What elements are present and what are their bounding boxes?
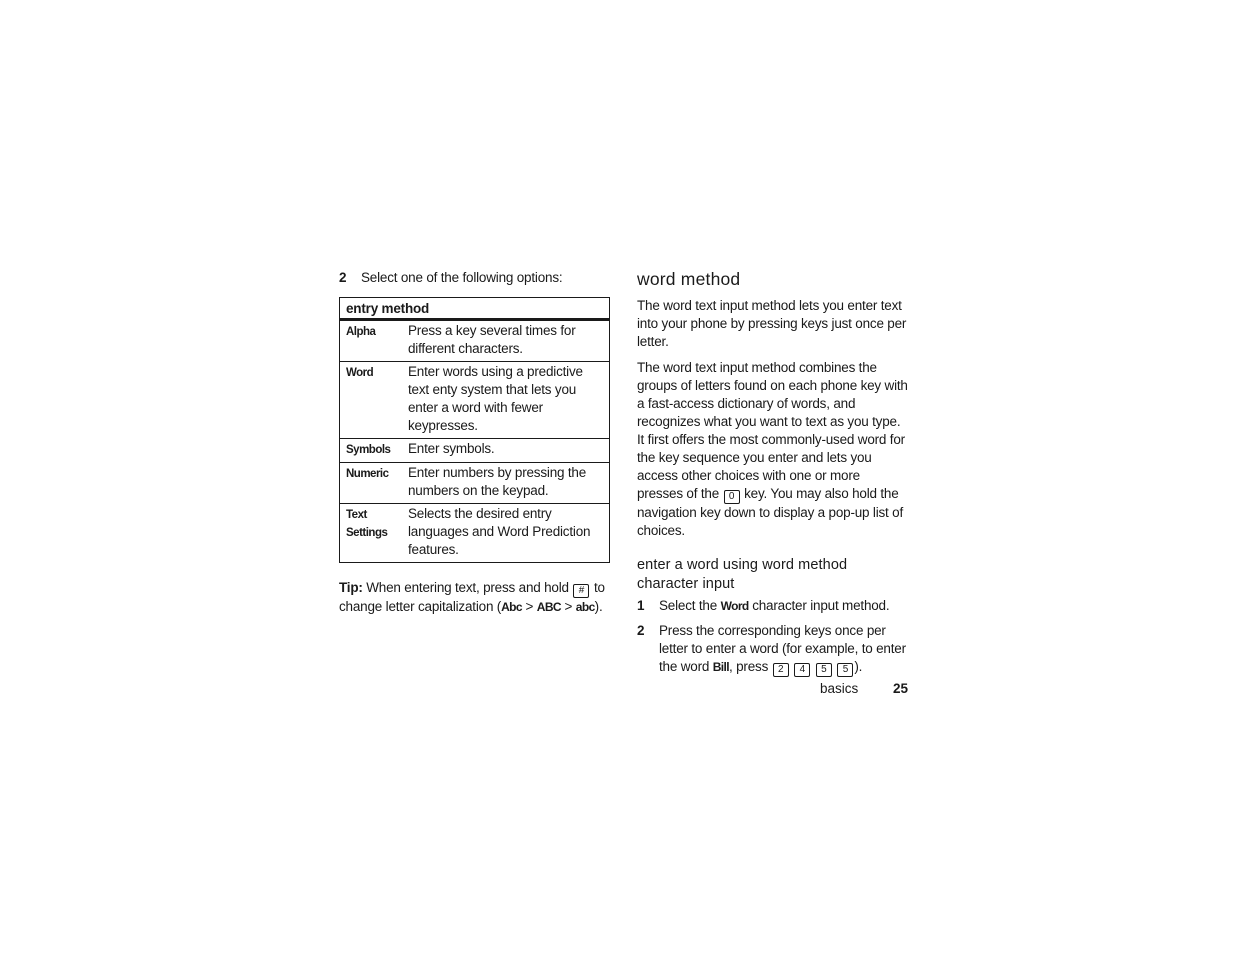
key-4-icon: 4 (794, 663, 810, 677)
step-text-part: character input method. (748, 598, 890, 613)
mode-abc-lower: abc (575, 600, 595, 614)
tip-text: to change letter capitalization ( (339, 580, 605, 614)
table-row (340, 362, 610, 439)
table-desc: Enter words using a predictive text enty system that lets you enter a word with fewer keypresses. (402, 362, 610, 439)
paragraph-text: The word text input method combines the groups of letters found on each phone key with a fast-access dictionary of words, and recognizes what you want to text as you type. It first offers the most commonly-used word for the key sequence you enter and lets you access other choices with one or more presses of the (637, 360, 908, 501)
table-desc: Enter numbers by pressing the numbers on the keypad. (402, 463, 610, 504)
step-number: 2 (339, 270, 347, 285)
table-term: Word (340, 362, 403, 439)
table-term: Symbols (340, 439, 403, 463)
table-header-row (340, 298, 610, 320)
list-item (637, 622, 909, 677)
subheading: enter a word using word method character input (637, 557, 848, 592)
table-term: Alpha (340, 320, 403, 362)
table-header: entry method (340, 298, 610, 320)
tip-separator: > (521, 599, 537, 614)
step-number: 2 (637, 623, 645, 638)
paragraph (637, 359, 909, 540)
tip-separator: > (560, 599, 576, 614)
left-column (339, 268, 611, 616)
table-term-line: Text (346, 509, 367, 521)
step-text: Select one of the following options: (361, 270, 563, 285)
example-word: Bill (712, 660, 730, 674)
table-term: Numeric (340, 463, 403, 504)
step-text-part: Select the (659, 598, 721, 613)
paragraph: The word text input method lets you enter text into your phone by pressing keys just once per letter. (637, 298, 907, 349)
steps-list (637, 597, 909, 677)
step-text-part: ). (854, 659, 863, 674)
table-row (340, 463, 610, 504)
step-number: 1 (637, 598, 645, 613)
word-option: Word (720, 599, 749, 613)
step-text-part: Press the corresponding keys once per letter to enter a word (for example, to enter the word (659, 623, 906, 674)
page-footer (820, 680, 908, 698)
tip-label: Tip: (339, 580, 363, 595)
table-row (340, 504, 610, 563)
tip-text: When entering text, press and hold (362, 580, 573, 595)
zero-key-icon: 0 (724, 490, 740, 504)
page-number: 25 (892, 681, 908, 696)
step-text (659, 597, 909, 615)
table-row (340, 320, 610, 362)
mode-abc-upper: ABC (536, 600, 561, 614)
table-term (340, 504, 403, 563)
table-term-line: Settings (346, 527, 388, 539)
table-desc: Enter symbols. (402, 439, 610, 463)
step-select-option (339, 269, 611, 287)
paragraph-text: key. You may also hold the navigation key down to display a pop-up list of choices. (637, 486, 904, 538)
list-item (637, 597, 909, 615)
step-text (659, 622, 909, 677)
table-desc: Selects the desired entry languages and Word Prediction features. (402, 504, 610, 563)
tip-note (339, 579, 611, 616)
table-desc: Press a key several times for different characters. (402, 320, 610, 362)
section-title: word method (637, 269, 741, 289)
pound-key-icon: # (573, 584, 589, 598)
key-5-icon: 5 (837, 663, 853, 677)
entry-method-table (339, 297, 610, 563)
footer-section: basics (820, 681, 859, 696)
step-text-part: , press (729, 659, 772, 674)
right-column (637, 268, 909, 684)
tip-text: ). (594, 599, 603, 614)
key-5-icon: 5 (816, 663, 832, 677)
table-row (340, 439, 610, 463)
mode-abc-title: Abc (501, 600, 522, 614)
key-2-icon: 2 (773, 663, 789, 677)
